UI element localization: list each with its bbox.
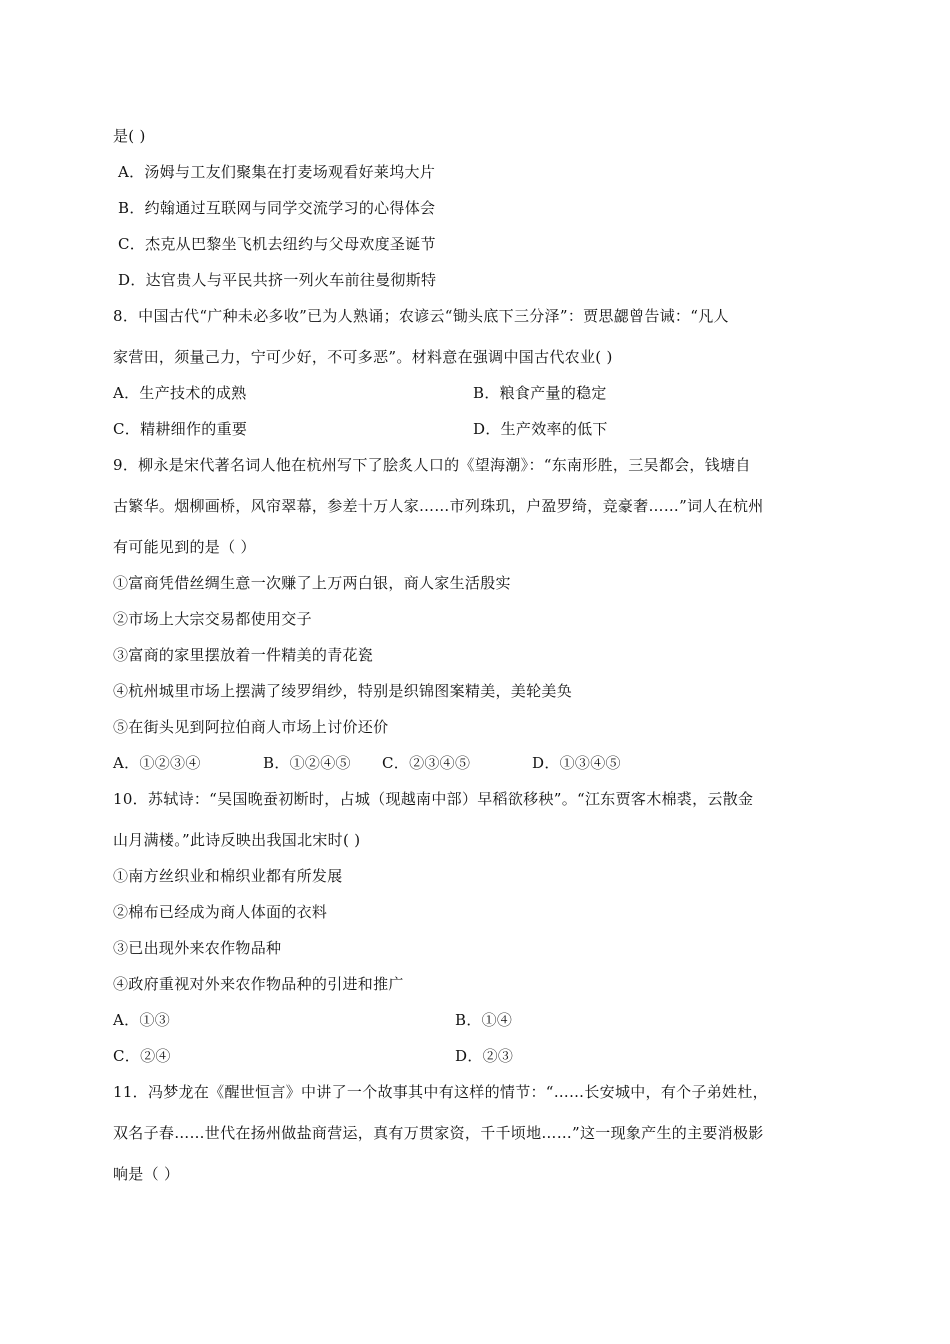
q9-item-5: ⑤在街头见到阿拉伯商人市场上讨价还价	[113, 718, 389, 736]
q9-option-c: C．②③④⑤	[382, 754, 471, 772]
q11-stem-line-3: 响是（ ）	[113, 1165, 180, 1183]
q7-option-d: D．达官贵人与平民共挤一列火车前往曼彻斯特	[118, 271, 437, 289]
q7-stem-tail: 是( )	[113, 127, 146, 145]
q9-stem-line-1: 9．柳永是宋代著名词人他在杭州写下了脍炙人口的《望海潮》：“东南形胜，三吴都会，钱塘自	[113, 456, 751, 474]
q9-item-1: ①富商凭借丝绸生意一次赚了上万两白银，商人家生活殷实	[113, 574, 511, 592]
q9-item-3: ③富商的家里摆放着一件精美的青花瓷	[113, 646, 374, 664]
q10-option-a: A．①③	[113, 1011, 171, 1029]
q11-stem-line-2: 双名子春……世代在扬州做盐商营运，真有万贯家资，千千顷地……”这一现象产生的主要消极影	[113, 1124, 764, 1142]
q7-option-a: A．汤姆与工友们聚集在打麦场观看好莱坞大片	[118, 163, 436, 181]
q10-item-4: ④政府重视对外来农作物品种的引进和推广	[113, 975, 404, 993]
q10-stem-line-1: 10．苏轼诗：“吴国晚蚕初断时，占城（现越南中部）早稻欲移秧”。“江东贾客木棉裘，云散金	[113, 790, 754, 808]
q9-item-4: ④杭州城里市场上摆满了绫罗绢纱，特别是织锦图案精美，美轮美奂	[113, 682, 573, 700]
q8-option-b: B．粮食产量的稳定	[473, 384, 607, 402]
q9-stem-line-2: 古繁华。烟柳画桥，风帘翠幕，参差十万人家……市列珠玑，户盈罗绮，竞豪奢……”词人在杭州	[113, 497, 764, 515]
q8-stem-line-2: 家营田，须量己力，宁可少好，不可多恶”。材料意在强调中国古代农业( )	[113, 348, 613, 366]
q8-stem-line-1: 8．中国古代“广种未必多收”已为人熟诵；农谚云“锄头底下三分泽”：贾思勰曾告诫：“凡人	[113, 307, 729, 325]
q10-item-3: ③已出现外来农作物品种	[113, 939, 282, 957]
q9-option-b: B．①②④⑤	[263, 754, 351, 772]
q10-stem-line-2: 山月满楼。”此诗反映出我国北宋时( )	[113, 831, 361, 849]
q7-option-b: B．约翰通过互联网与同学交流学习的心得体会	[118, 199, 436, 217]
q9-stem-line-3: 有可能见到的是（ ）	[113, 538, 256, 556]
q8-option-a: A．生产技术的成熟	[113, 384, 247, 402]
q9-item-2: ②市场上大宗交易都使用交子	[113, 610, 312, 628]
q8-option-d: D．生产效率的低下	[473, 420, 608, 438]
q9-option-a: A．①②③④	[113, 754, 201, 772]
q9-option-d: D．①③④⑤	[532, 754, 621, 772]
q8-option-c: C．精耕细作的重要	[113, 420, 248, 438]
q10-option-c: C．②④	[113, 1047, 171, 1065]
q7-option-c: C．杰克从巴黎坐飞机去纽约与父母欢度圣诞节	[118, 235, 436, 253]
q10-item-1: ①南方丝织业和棉织业都有所发展	[113, 867, 343, 885]
q10-item-2: ②棉布已经成为商人体面的衣料	[113, 903, 328, 921]
q11-stem-line-1: 11．冯梦龙在《醒世恒言》中讲了一个故事其中有这样的情节：“……长安城中，有个子弟姓杜，	[113, 1083, 768, 1101]
q10-option-b: B．①④	[455, 1011, 513, 1029]
q10-option-d: D．②③	[455, 1047, 514, 1065]
